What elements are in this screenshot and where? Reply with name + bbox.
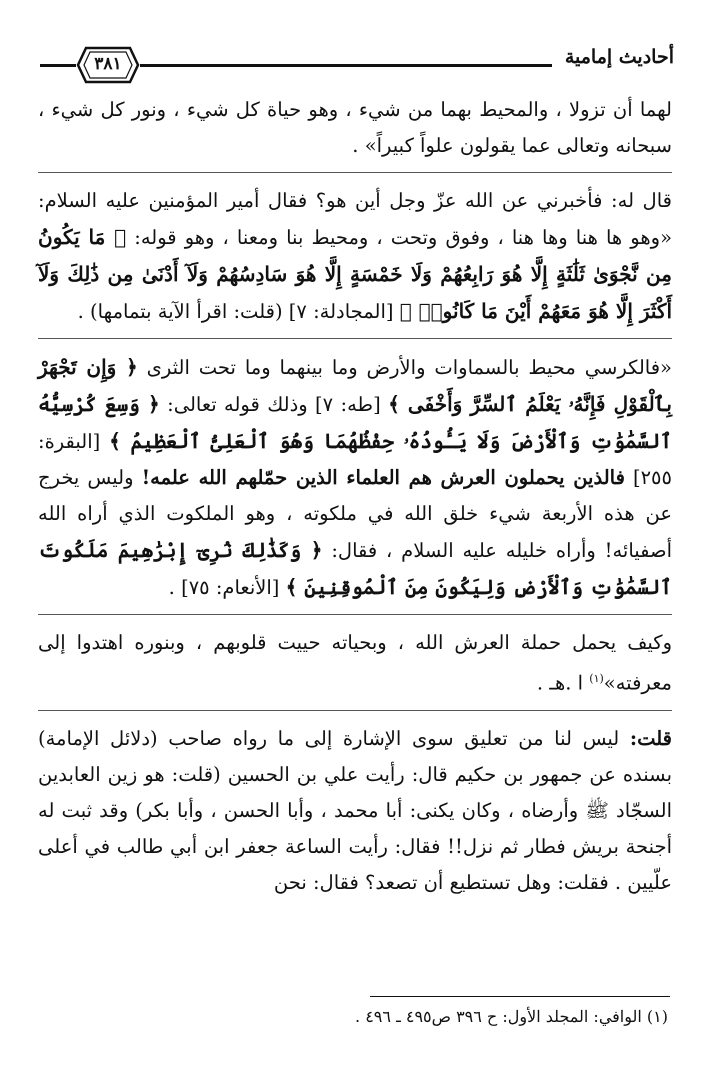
footnote-rule xyxy=(370,996,670,997)
page-number-badge xyxy=(76,44,140,86)
paragraph-3 xyxy=(38,349,672,606)
paragraph-2 xyxy=(38,183,672,330)
quran-verse: ﴿ وَكَذَٰلِكَ نُرِىٓ إِبْرَٰهِيمَ مَلَكُوتَ ٱلسَّمَٰوَٰتِ وَٱلْأَرْضِ وَلِيَكُونَ مِنَ ٱلْمُوقِنِينَ ﴾ xyxy=(38,538,672,599)
divider xyxy=(38,172,672,173)
quran-verse: ﴿ وَإِن تَجْهَرْ بِٱلْقَوْلِ فَإِنَّهُۥ يَعْلَمُ ٱلسِّرَّ وَأَخْفَى ﴾ xyxy=(38,355,672,416)
running-title: أحاديث إمامية xyxy=(564,46,674,68)
footnote-marker[interactable]: (١) xyxy=(589,672,604,685)
comment-label: قلت: xyxy=(629,726,672,750)
bold-statement: فالذين يحملون العرش هم العلماء الذين حمّلهم الله علمه! xyxy=(141,466,625,489)
paragraph-text: لهما أن تزولا ، والمحيط بهما من شيء ، وهو حياة كل شيء ، ونور كل شيء ، سبحانه وتعالى عما يقولون علواً كبيراً» . xyxy=(38,98,672,157)
quran-verse: ﴿ مَا يَكُونُ مِن نَّجْوَىٰ ثَلَٰثَةٍ إِلَّا هُوَ رَابِعُهُمْ وَلَا خَمْسَةٍ إِلَّا هُوَ سَادِسُهُمْ وَلَآ أَدْنَىٰ مِن ذَٰلِكَ وَلَآ أَكْثَرَ إِلَّا هُوَ مَعَهُمْ أَيْنَ مَا كَانُوا۟ ﴾ xyxy=(38,225,672,323)
paragraph-text: ليس لنا من تعليق سوى الإشارة إلى ما رواه صاحب (دلائل الإمامة) بسنده عن جمهور بن حكيم قال: رأيت علي بن الحسين (قلت: هو زين العابدين السجّاد ﷺ وأرضاه ، وكان يكنى: أبا محمد ، وأبا الحسن ، وأبا بكر) وقد ثبت له أجنحة بريش فطار ثم نزل!! فقال: رأيت الساعة جعفر ابن أبي طالب في أعلى علّيين . فقلت: وهل تستطيع أن تصعد؟ فقال: نحن xyxy=(38,726,672,894)
paragraph-text: «فالكرسي محيط بالسماوات والأرض وما بينهما وما تحت الثرى xyxy=(137,356,672,379)
page-number: ٣٨١ xyxy=(94,54,122,74)
paragraph-text: قال له: فأخبرني عن الله عزّ وجل أين هو؟ فقال أمير المؤمنين عليه السلام: «وهو ها هنا وها هنا ، وفوق وتحت ، ومحيط بنا ومعنا ، وهو قوله: xyxy=(38,189,672,249)
paragraph-5 xyxy=(38,721,672,901)
paragraph-1 xyxy=(38,92,672,164)
verse-reference: [المجادلة: ٧] (قلت: اقرأ الآية بتمامها) . xyxy=(77,300,394,323)
header-rule xyxy=(140,64,552,67)
divider xyxy=(38,614,672,615)
page-header xyxy=(40,38,674,90)
paragraph-text: ا .هـ . xyxy=(536,671,590,695)
divider xyxy=(38,338,672,339)
paragraph-text: [طه: ٧] وذلك قوله تعالى: xyxy=(159,393,381,416)
quran-verse: ﴿ وَسِعَ كُرْسِيُّهُ ٱلسَّمَٰوَٰتِ وَٱلْأَرْضَ وَلَا يَـُٔودُهُۥ حِفْظُهُمَا وَهُوَ ٱلْعَلِىُّ ٱلْعَظِيمُ ﴾ xyxy=(38,392,672,453)
footnote: (١) الوافي: المجلد الأول: ح ٣٩٦ ص٤٩٥ ـ ٤٩٦ . xyxy=(355,1007,668,1026)
body-text xyxy=(38,92,672,909)
header-rule-left xyxy=(40,64,76,67)
verse-reference: [البقرة: ٢٥٥] xyxy=(38,430,672,489)
paragraph-text: وكيف يحمل حملة العرش الله ، وبحياته حييت قلوبهم ، وبنوره اهتدوا إلى معرفته» xyxy=(38,631,672,695)
divider xyxy=(38,710,672,711)
paragraph-4 xyxy=(38,625,672,702)
paragraph-text: وليس يخرج عن هذه الأربعة شيء خلق الله في ملكوته ، وهو الملكوت الذي أراه الله أصفيائه! وأراه خليله عليه السلام ، فقال: xyxy=(38,466,673,562)
verse-reference: [الأنعام: ٧٥] . xyxy=(168,576,280,599)
